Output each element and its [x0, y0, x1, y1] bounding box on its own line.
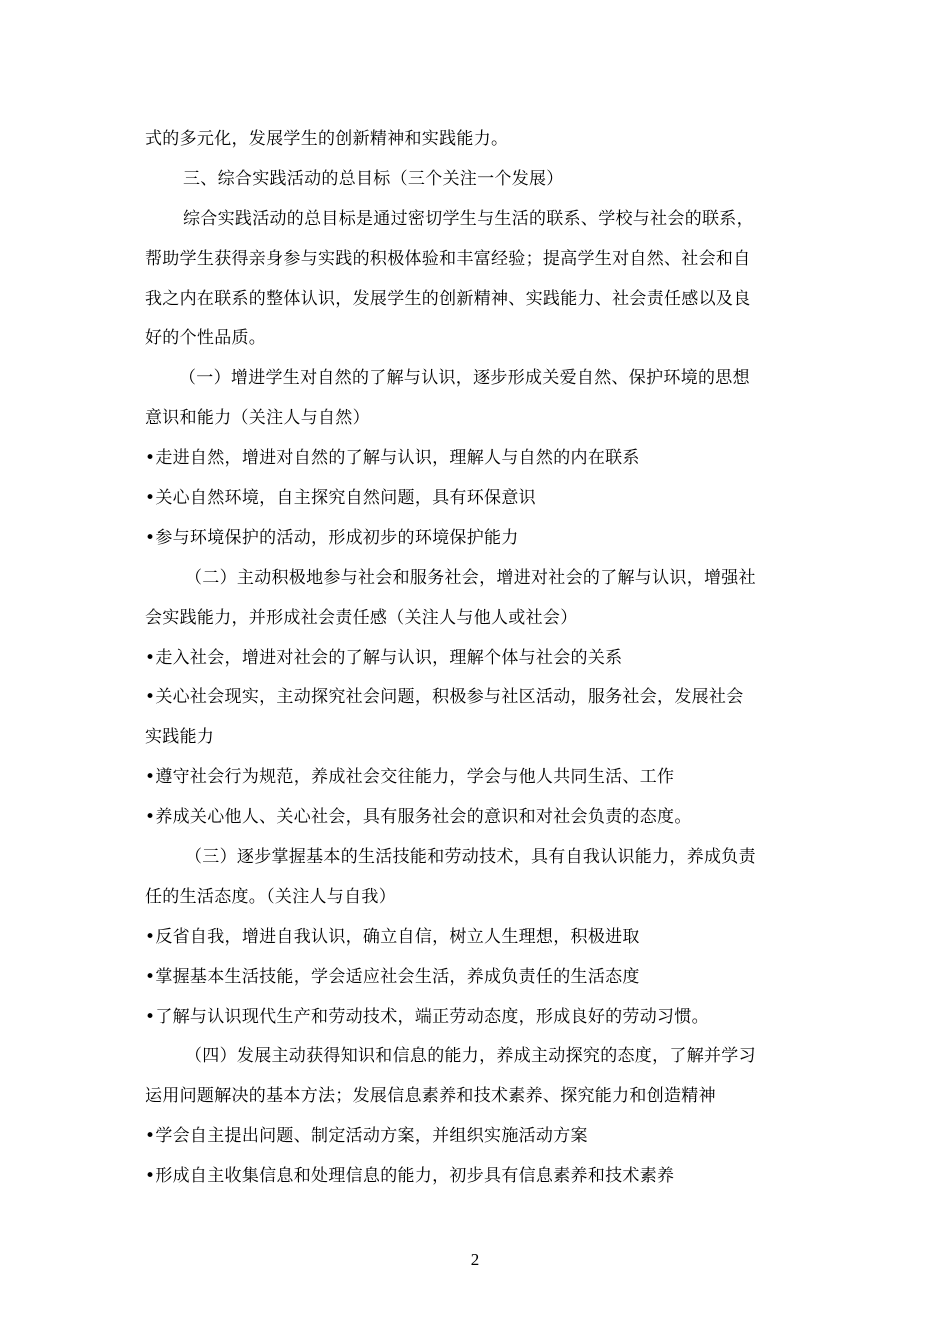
- section-heading: 三、综合实践活动的总目标（三个关注一个发展）: [183, 168, 564, 189]
- text-line: 式的多元化，发展学生的创新精神和实践能力。: [145, 129, 509, 149]
- bullet-item: •掌握基本生活技能，学会适应社会生活，养成负责任的生活态度: [145, 966, 640, 987]
- text-line: 好的个性品质。: [145, 328, 267, 349]
- bullet-item: •关心社会现实，主动探究社会问题，积极参与社区活动，服务社会，发展社会: [145, 687, 744, 708]
- subsection-heading: （四）发展主动获得知识和信息的能力，养成主动探究的态度，了解并学习: [185, 1046, 756, 1067]
- page-number: 2: [470, 1250, 480, 1269]
- text-line: 帮助学生获得亲身参与实践的积极体验和丰富经验；提高学生对自然、社会和自: [145, 248, 751, 269]
- bullet-item: •走进自然，增进对自然的了解与认识，理解人与自然的内在联系: [145, 448, 640, 469]
- bullet-item: •形成自主收集信息和处理信息的能力，初步具有信息素养和技术素养: [145, 1166, 675, 1187]
- bullet-item: •学会自主提出问题、制定活动方案，并组织实施活动方案: [145, 1126, 588, 1147]
- text-line: 任的生活态度。（关注人与自我）: [145, 886, 396, 907]
- subsection-heading: （三）逐步掌握基本的生活技能和劳动技术，具有自我认识能力，养成负责: [185, 847, 756, 868]
- text-line: 综合实践活动的总目标是通过密切学生与生活的联系、学校与社会的联系，: [183, 208, 754, 229]
- bullet-item: •养成关心他人、关心社会，具有服务社会的意识和对社会负责的态度。: [145, 807, 692, 828]
- text-line: 运用问题解决的基本方法；发展信息素养和技术素养、探究能力和创造精神: [145, 1086, 716, 1107]
- bullet-item: •关心自然环境，自主探究自然问题，具有环保意识: [145, 488, 536, 509]
- bullet-item: •参与环境保护的活动，形成初步的环境保护能力: [145, 527, 519, 548]
- bullet-item: •遵守社会行为规范，养成社会交往能力，学会与他人共同生活、工作: [145, 767, 675, 788]
- text-line: 实践能力: [145, 727, 215, 748]
- text-line: 意识和能力（关注人与自然）: [145, 408, 370, 429]
- text-line: 我之内在联系的整体认识，发展学生的创新精神、实践能力、社会责任感以及良: [145, 288, 751, 309]
- bullet-item: •反省自我，增进自我认识，确立自信，树立人生理想，积极进取: [145, 926, 640, 947]
- subsection-heading: （二）主动积极地参与社会和服务社会，增进对社会的了解与认识，增强社: [185, 567, 756, 588]
- bullet-item: •走入社会，增进对社会的了解与认识，理解个体与社会的关系: [145, 647, 623, 668]
- text-line: 会实践能力，并形成社会责任感（关注人与他人或社会）: [145, 607, 578, 628]
- bullet-item: •了解与认识现代生产和劳动技术，端正劳动态度，形成良好的劳动习惯。: [145, 1006, 709, 1027]
- subsection-heading: （一）增进学生对自然的了解与认识，逐步形成关爱自然、保护环境的思想: [179, 368, 750, 389]
- page-body: [145, 119, 810, 1196]
